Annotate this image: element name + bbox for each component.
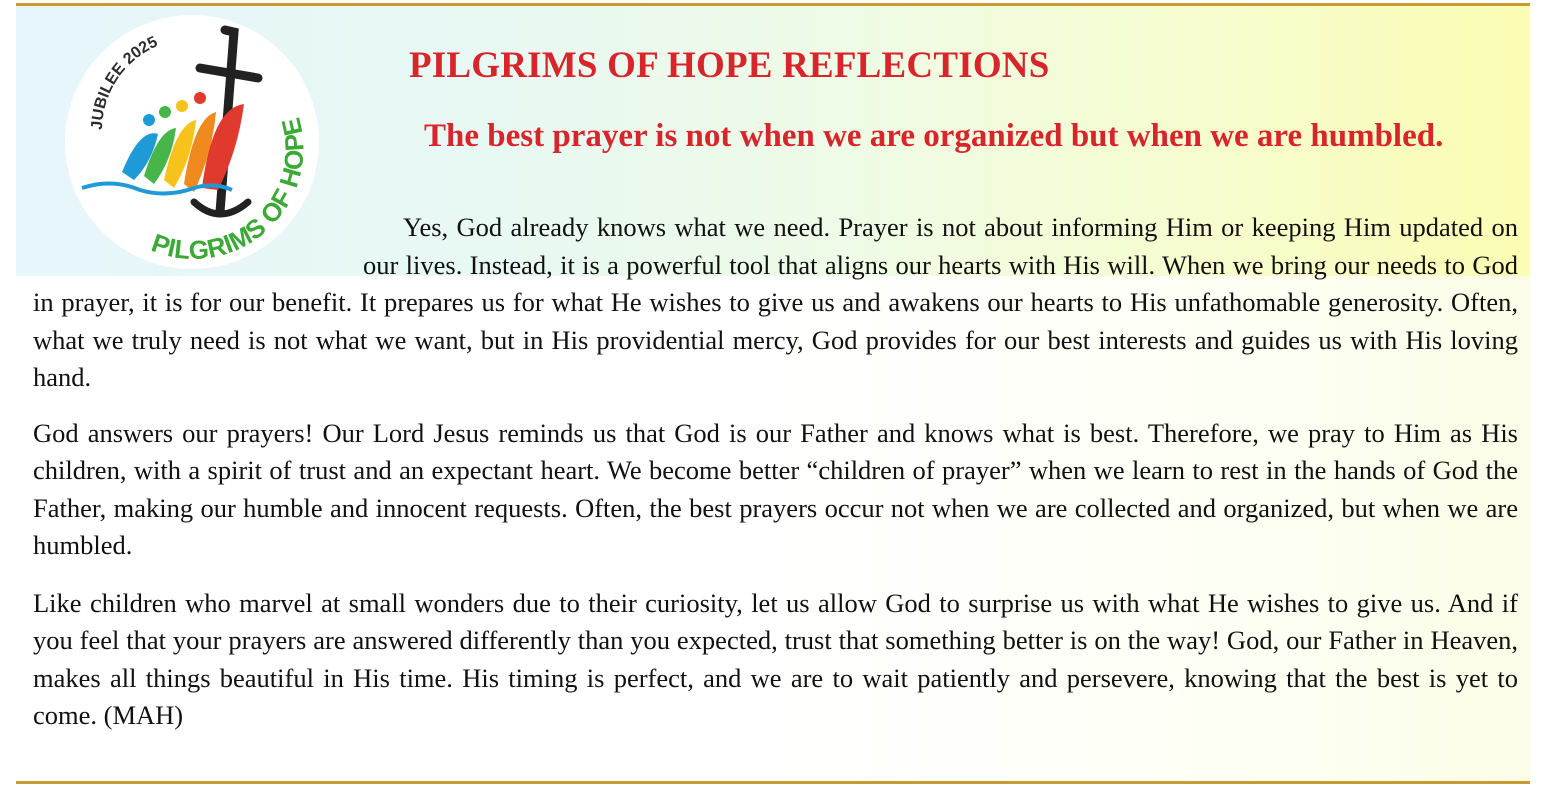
paragraph-2: God answers our prayers! Our Lord Jesus reminds us that God is our Father and knows what is best. Therefore, we pray to Him as His children, with a spirit of trust and an expectant heart. We become better “children of prayer” when we learn to rest in the hands of God the Father, making our humble and innocent requests. Often, the best prayers occur not when we are collected and organized, but when we are humbled. — [33, 417, 1518, 560]
page-subtitle: The best prayer is not when we are organized but when we are humbled. — [424, 118, 1444, 154]
paragraph-3: Like children who marvel at small wonders due to their curiosity, let us allow God to surprise us with what He wishes to give us. And if you feel that your prayers are answered differently than you expected, trust that something better is on the way! God, our Father in Heaven, makes all things beautiful in His time. His timing is perfect, and we are to wait patiently and persevere, knowing that the best is yet to come. (MAH) — [33, 587, 1518, 730]
paragraph-1: Yes, God already knows what we need. Prayer is not about informing Him or keeping Him updated on our lives. Instead, it is a powerful tool that aligns our hearts with His will. When we bring our needs to God in prayer, it is for our benefit. It prepares us for what He wishes to give us and awakens our hearts to His unfathomable generosity. Often, what we truly need is not what we want, but in His providential mercy, God provides for our best interests and guides us with His loving hand. — [33, 212, 1518, 392]
logo-arc-top-text: JUBILEE 2025 — [88, 33, 161, 131]
page-title: PILGRIMS OF HOPE REFLECTIONS — [409, 45, 1050, 86]
logo-arc-bottom-text: PILGRIMS OF HOPE — [147, 115, 310, 266]
bottom-rule — [16, 781, 1530, 784]
reflection-body — [33, 209, 1518, 735]
logo-wrap-spacer — [33, 209, 363, 284]
top-rule — [16, 3, 1530, 6]
